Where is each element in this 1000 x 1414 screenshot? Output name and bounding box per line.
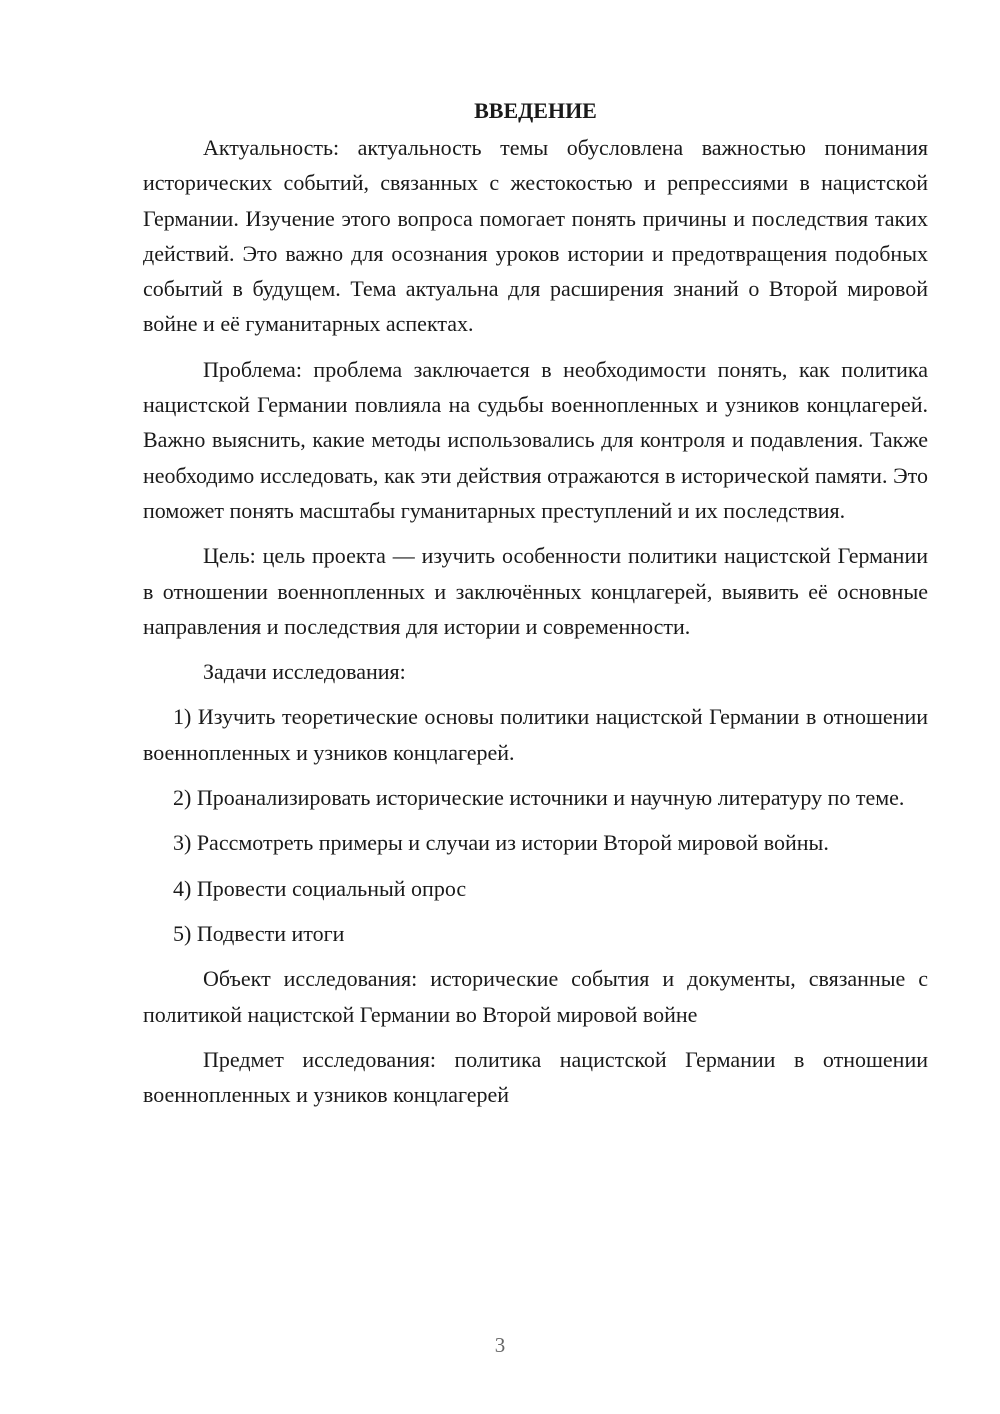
object-paragraph: Объект исследования: исторические события и документы, связанные с политикой нацистской Германии во Второй мировой войне bbox=[143, 966, 928, 1027]
problem-paragraph: Проблема: проблема заключается в необходимости понять, как политика нацистской Германии повлияла на судьбы военнопленных и узников концлагерей. Важно выяснить, какие методы использовались для контроля и подавления. Также необходимо исследовать, как эти действия отражаются в исторической памяти. Это поможет понять масштабы гуманитарных преступлений и их последствия. bbox=[143, 356, 928, 523]
task-item-4: 4) Провести социальный опрос bbox=[173, 875, 467, 901]
tasks-heading: Задачи исследования: bbox=[203, 659, 406, 685]
subject-paragraph: Предмет исследования: политика нацистской Германии в отношении военнопленных и узников концлагерей bbox=[143, 1046, 928, 1108]
section-title: ВВЕДЕНИЕ bbox=[474, 98, 597, 123]
page-content bbox=[143, 93, 928, 1122]
task-item-5: 5) Подвести итоги bbox=[173, 920, 345, 946]
task-item-1: 1) Изучить теоретические основы политики нацистской Германии в отношении военнопленных и узников концлагерей. bbox=[143, 704, 928, 765]
goal-paragraph: Цель: цель проекта — изучить особенности политики нацистской Германии в отношении военнопленных и заключённых концлагерей, выявить её основные направления и последствия для истории и современности. bbox=[143, 543, 928, 639]
task-item-2: 2) Проанализировать исторические источники и научную литературу по теме. bbox=[173, 785, 905, 811]
relevance-paragraph: Актуальность: актуальность темы обусловлена важностью понимания исторических событий, связанных с жестокостью и репрессиями в нацистской Германии. Изучение этого вопроса помогает понять причины и последствия таких действий. Это важно для осознания уроков истории и предотвращения подобных событий в будущем. Тема актуальна для расширения знаний о Второй мировой войне и её гуманитарных аспектах. bbox=[143, 135, 928, 337]
task-item-3: 3) Рассмотреть примеры и случаи из истории Второй мировой войны. bbox=[173, 830, 829, 856]
page-number: 3 bbox=[494, 1333, 506, 1357]
